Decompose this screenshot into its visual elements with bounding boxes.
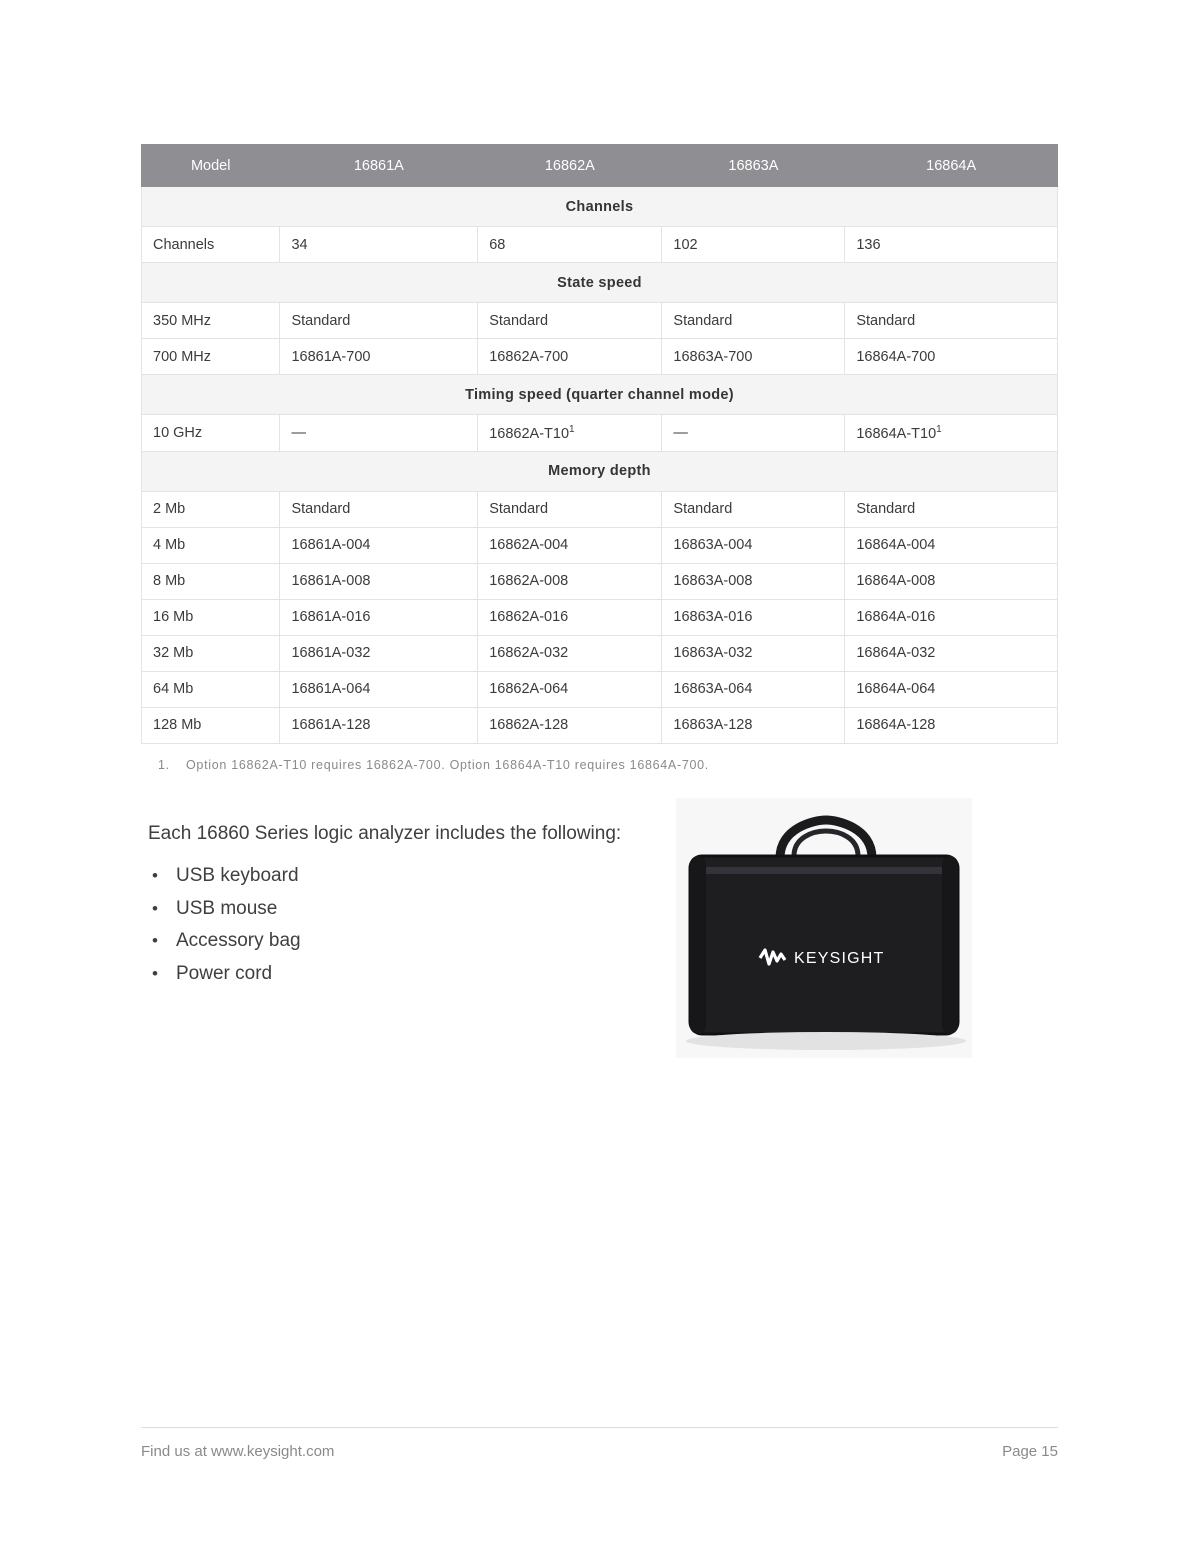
table-row (142, 227, 1058, 263)
cell: 16861A-008 (280, 563, 478, 599)
section-header-row (142, 375, 1058, 415)
cell: 16862A-128 (478, 707, 662, 743)
row-label: 128 Mb (142, 707, 280, 743)
footer-url: Find us at www.keysight.com (141, 1443, 335, 1460)
list-item: • USB keyboard (148, 860, 301, 893)
table-header (142, 145, 1058, 187)
accessory-bag-illustration (676, 798, 972, 1058)
cell (478, 415, 662, 452)
row-label: 8 Mb (142, 563, 280, 599)
table-row (142, 491, 1058, 527)
cell: 16864A-128 (845, 707, 1058, 743)
cell: Standard (478, 303, 662, 339)
row-label: Channels (142, 227, 280, 263)
cell: Standard (478, 491, 662, 527)
list-item: • Power cord (148, 958, 301, 991)
row-label: 10 GHz (142, 415, 280, 452)
cell: Standard (280, 303, 478, 339)
cell: — (662, 415, 845, 452)
table-row (142, 563, 1058, 599)
cell: 16863A-008 (662, 563, 845, 599)
list-item: • USB mouse (148, 893, 301, 926)
column-header-16861a: 16861A (280, 145, 478, 187)
cell: 68 (478, 227, 662, 263)
cell: — (280, 415, 478, 452)
table-row (142, 527, 1058, 563)
cell: 102 (662, 227, 845, 263)
table-footnote (158, 758, 1018, 772)
cell: 16862A-064 (478, 671, 662, 707)
cell: 16861A-064 (280, 671, 478, 707)
cell: 16863A-016 (662, 599, 845, 635)
cell: Standard (662, 303, 845, 339)
row-label: 32 Mb (142, 635, 280, 671)
cell-text: 16864A-T10 (856, 425, 937, 442)
cell: 16864A-032 (845, 635, 1058, 671)
accessory-bag-photo (676, 798, 972, 1058)
cell: Standard (845, 491, 1058, 527)
table-row (142, 635, 1058, 671)
includes-list (148, 860, 301, 990)
cell: 16864A-016 (845, 599, 1058, 635)
row-label: 64 Mb (142, 671, 280, 707)
cell: Standard (662, 491, 845, 527)
table-header-row (142, 145, 1058, 187)
footer-divider (141, 1427, 1058, 1428)
row-label: 700 MHz (142, 339, 280, 375)
table-body (142, 187, 1058, 744)
cell: 16861A-004 (280, 527, 478, 563)
cell: 16864A-004 (845, 527, 1058, 563)
table-row (142, 303, 1058, 339)
table-row (142, 339, 1058, 375)
includes-intro-text: Each 16860 Series logic analyzer includes the following: (148, 823, 622, 844)
row-label: 16 Mb (142, 599, 280, 635)
cell: 16862A-016 (478, 599, 662, 635)
table-row (142, 415, 1058, 452)
cell: 16863A-032 (662, 635, 845, 671)
cell: 16863A-700 (662, 339, 845, 375)
cell: 16862A-008 (478, 563, 662, 599)
table-row (142, 707, 1058, 743)
section-title-channels: Channels (142, 187, 1058, 227)
section-header-row (142, 263, 1058, 303)
footnote-marker: 1 (569, 424, 575, 435)
cell: 16863A-064 (662, 671, 845, 707)
cell: 16862A-700 (478, 339, 662, 375)
row-label: 2 Mb (142, 491, 280, 527)
row-label: 4 Mb (142, 527, 280, 563)
specifications-table (141, 144, 1058, 744)
cell: 16861A-128 (280, 707, 478, 743)
cell: 16862A-032 (478, 635, 662, 671)
section-header-row (142, 187, 1058, 227)
section-title-state-speed: State speed (142, 263, 1058, 303)
table-row (142, 599, 1058, 635)
cell: 16862A-004 (478, 527, 662, 563)
section-title-timing-speed: Timing speed (quarter channel mode) (142, 375, 1058, 415)
cell: 16864A-700 (845, 339, 1058, 375)
list-item: • Accessory bag (148, 925, 301, 958)
footnote-marker: 1 (936, 424, 942, 435)
cell: Standard (845, 303, 1058, 339)
cell: 16864A-064 (845, 671, 1058, 707)
column-header-16864a: 16864A (845, 145, 1058, 187)
cell (845, 415, 1058, 452)
page-number: Page 15 (1002, 1443, 1058, 1460)
brand-label: KEYSIGHT (794, 950, 885, 967)
section-title-memory-depth: Memory depth (142, 451, 1058, 491)
cell: 16864A-008 (845, 563, 1058, 599)
row-label: 350 MHz (142, 303, 280, 339)
column-header-16862a: 16862A (478, 145, 662, 187)
cell: 34 (280, 227, 478, 263)
cell: 16863A-004 (662, 527, 845, 563)
cell: 16863A-128 (662, 707, 845, 743)
cell-text: 16862A-T10 (489, 425, 570, 442)
column-header-model: Model (142, 145, 280, 187)
section-header-row (142, 451, 1058, 491)
column-header-16863a: 16863A (662, 145, 845, 187)
footnote-number: 1. (158, 758, 170, 772)
cell: Standard (280, 491, 478, 527)
table-row (142, 671, 1058, 707)
cell: 136 (845, 227, 1058, 263)
cell: 16861A-016 (280, 599, 478, 635)
cell: 16861A-032 (280, 635, 478, 671)
footnote-text: Option 16862A-T10 requires 16862A-700. Option 16864A-T10 requires 16864A-700. (186, 758, 709, 772)
cell: 16861A-700 (280, 339, 478, 375)
